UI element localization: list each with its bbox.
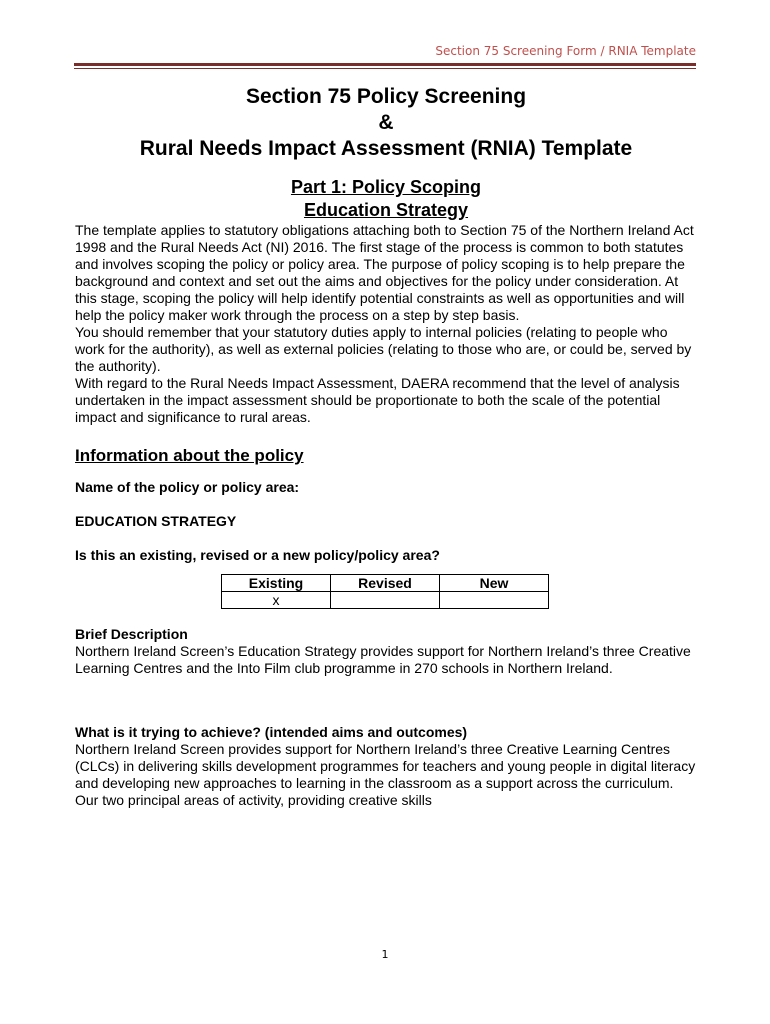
part-heading: Part 1: Policy Scoping — [290, 177, 482, 197]
header-new: New — [440, 575, 549, 592]
strategy-heading: Education Strategy — [303, 200, 469, 220]
cell-revised — [331, 592, 440, 609]
intro-paragraph-2: You should remember that your statutory duties apply to internal policies (relating to people who work for the authority), as well as external policies (relating to those who are, or could be, served by the authority). — [75, 324, 692, 374]
intro-paragraph-1: The template applies to statutory obligations attaching both to Section 75 of the Northern Ireland Act 1998 and the Rural Needs Act (NI) 2016. The first stage of the process is common to both statutes and involves scoping the policy or policy area. The purpose of policy scoping is to help prepare the background and context and set out the aims and objectives for the policy under consideration. At this stage, scoping the policy will help identify potential constraints as well as opportunities and will help the policy maker work through the process on a step by step basis. — [75, 222, 694, 323]
policy-name-label: Name of the policy or policy area: — [75, 479, 300, 495]
header-rule-thin — [74, 68, 696, 69]
page-content — [75, 84, 697, 809]
document-title-line3: Rural Needs Impact Assessment (RNIA) Template — [139, 137, 633, 160]
aims-label: What is it trying to achieve? (intended aims and outcomes) — [75, 724, 468, 740]
document-title-line1: Section 75 Policy Screening — [245, 85, 527, 108]
policy-name-value: EDUCATION STRATEGY — [75, 513, 237, 529]
policy-type-question: Is this an existing, revised or a new policy/policy area? — [75, 547, 440, 563]
cell-new — [440, 592, 549, 609]
page-number: 1 — [381, 948, 389, 961]
document-title-ampersand: & — [378, 111, 394, 134]
policy-info-heading: Information about the policy — [75, 446, 304, 465]
brief-description-label: Brief Description — [75, 626, 188, 642]
policy-type-table — [221, 574, 549, 609]
cell-existing: x — [222, 592, 331, 609]
brief-description-text: Northern Ireland Screen’s Education Strategy provides support for Northern Ireland’s three Creative Learning Centres and the Into Film club programme in 270 schools in Northern Ireland. — [75, 643, 691, 676]
header-revised: Revised — [331, 575, 440, 592]
running-header: Section 75 Screening Form / RNIA Template — [435, 44, 696, 58]
header-existing: Existing — [222, 575, 331, 592]
header-rule-thick — [74, 63, 696, 66]
intro-paragraph-3: With regard to the Rural Needs Impact Assessment, DAERA recommend that the level of analysis undertaken in the impact assessment should be proportionate to both the scale of the potential impact and significance to rural areas. — [75, 375, 680, 425]
aims-text: Northern Ireland Screen provides support for Northern Ireland’s three Creative Learning Centres (CLCs) in delivering skills development programmes for teachers and young people in digital literacy and developing new approaches to learning in the classroom as a support across the curriculum. Our two principal areas of activity, providing creative skills — [75, 741, 696, 808]
